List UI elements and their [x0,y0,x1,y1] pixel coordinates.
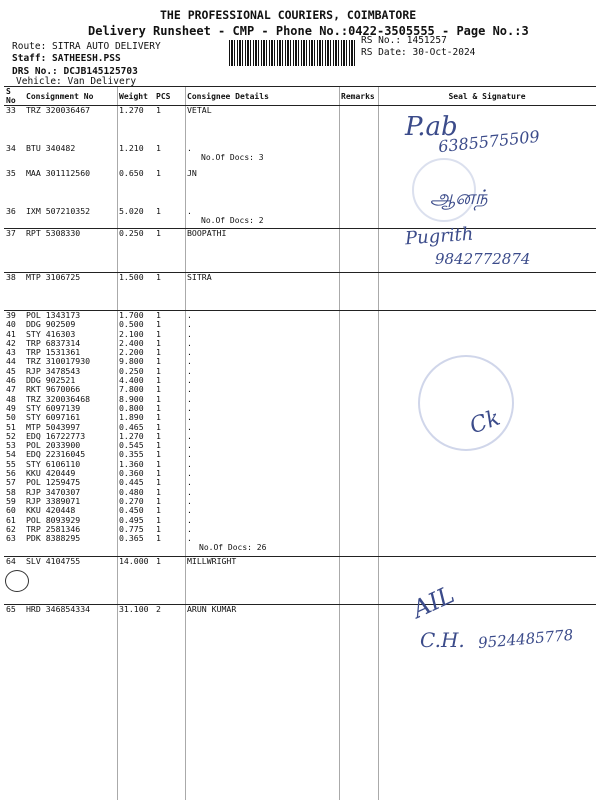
cell-consignment: SLV 4104755 [26,555,81,566]
cell-pcs: 1 [156,477,161,488]
cell-consignee: JN [187,167,197,178]
cell-weight: 0.480 [119,486,144,497]
cell-weight: 14.000 [119,555,149,566]
cell-sno: 46 [6,375,16,386]
cell-pcs: 1 [156,105,161,115]
cell-weight: 0.800 [119,402,144,413]
table-row [4,311,596,321]
hand-drawn-circle [5,570,29,592]
cell-pcs: 1 [156,375,161,386]
cell-consignment: TRZ 320036468 [26,393,91,404]
col-header-weight: Weight [117,87,154,106]
cell-sno: 43 [6,347,16,358]
cell-consignment: KKU 420448 [26,505,76,516]
cell-weight: 9.800 [119,356,144,367]
cell-consignment: STY 416303 [26,328,76,339]
cell-pcs: 1 [156,495,161,506]
cell-weight: 8.900 [119,393,144,404]
cell-consignment: BTU 340482 [26,142,76,153]
cell-sno: 47 [6,384,16,395]
handwritten-signature: Pugrith [404,223,475,250]
cell-consignee: . [187,347,192,358]
cell-pcs: 1 [156,514,161,525]
cell-consignee: . [187,310,192,320]
col-header-seal: Seal & Signature [378,87,596,106]
table-row [4,348,596,357]
cell-weight: 0.365 [119,533,144,544]
cell-sno: 52 [6,430,16,441]
cell-consignee: . [187,449,192,460]
table-row [4,169,596,207]
cell-pcs: 1 [156,356,161,367]
handwritten-signature: C.H. [420,628,465,652]
cell-sno: 39 [6,310,16,320]
cell-consignee: . [187,319,192,330]
cell-consignment: MAA 301112560 [26,167,91,178]
cell-consignment: STY 6097161 [26,412,81,423]
handwritten-signature: AIL [408,580,459,624]
cell-consignment: TRP 2581346 [26,523,81,534]
cell-sno: 58 [6,486,16,497]
cell-weight: 0.250 [119,228,144,238]
col-header-pcs: PCS [154,87,185,106]
cell-pcs: 1 [156,310,161,320]
cell-weight: 0.355 [119,449,144,460]
cell-pcs: 1 [156,228,161,238]
table-row [4,432,596,441]
cell-consignee: . [187,523,192,534]
cell-sno: 59 [6,495,16,506]
cell-consignee: . No.Of Docs: 2 [185,207,339,229]
cell-sno: 50 [6,412,16,423]
cell-consignee: . [187,514,192,525]
runsheet-subtitle: Delivery Runsheet - CMP - Phone No.:0422-3505555 - Page No.:3 [88,24,529,38]
cell-sno: 51 [6,421,16,432]
rs-number: RS No.: 1451257 [361,35,447,46]
cell-consignee: . [187,486,192,497]
cell-pcs: 1 [156,142,161,153]
route-label: Route: SITRA AUTO DELIVERY [12,41,161,52]
cell-consignee: . [187,477,192,488]
cell-consignee: . [187,440,192,451]
table-row [4,506,596,515]
cell-sno: 41 [6,328,16,339]
cell-consignment: POL 1343173 [26,310,81,320]
cell-weight: 1.700 [119,310,144,320]
cell-sno: 38 [6,272,16,282]
cell-consignment: RJP 3470307 [26,486,81,497]
handwritten-signature: ஆனந் [430,185,488,209]
cell-pcs: 1 [156,319,161,330]
cell-sno: 48 [6,393,16,404]
company-name: THE PROFESSIONAL COURIERS, COIMBATORE [160,8,417,22]
cell-consignment: EDQ 16722773 [26,430,86,441]
cell-sno: 60 [6,505,16,516]
cell-sno: 54 [6,449,16,460]
cell-consignment: MTP 5043997 [26,421,81,432]
cell-consignee: . [187,421,192,432]
table-row [4,497,596,506]
cell-consignee: . [187,412,192,423]
table-header-row [4,87,596,106]
cell-weight: 0.775 [119,523,144,534]
handwritten-phone: 9524485778 [477,625,575,653]
cell-pcs: 1 [156,402,161,413]
docs-count: No.Of Docs: 26 [199,543,267,553]
table-row [4,441,596,450]
cell-pcs: 1 [156,393,161,404]
cell-consignee: . [187,402,192,413]
table-row [4,367,596,376]
cell-consignment: PDK 8388295 [26,533,81,544]
cell-weight: 0.445 [119,477,144,488]
cell-sno: 37 [6,228,16,238]
vehicle-label: Vehicle: Van Delivery [16,76,137,87]
cell-consignee: . [187,430,192,441]
cell-pcs: 1 [156,523,161,534]
table-row [4,516,596,525]
handwritten-signature: Ck [466,405,504,440]
cell-weight: 0.650 [119,167,144,178]
docs-count: No.Of Docs: 3 [201,152,264,162]
table-row [4,460,596,469]
cell-consignee: VETAL [187,105,212,115]
cell-consignee: . No.Of Docs: 3 [185,144,339,169]
handwritten-signature: P.ab [405,112,458,142]
handwritten-phone: 6385575509 [437,126,541,157]
cell-consignment: POL 8093929 [26,514,81,525]
cell-consignment: DDG 902509 [26,319,76,330]
cell-consignee: . [187,393,192,404]
cell-consignee: . [187,337,192,348]
cell-sno: 62 [6,523,16,534]
cell-consignee: . [187,365,192,376]
cell-weight: 0.270 [119,495,144,506]
cell-pcs: 1 [156,555,161,566]
table-row [4,469,596,478]
cell-weight: 2.400 [119,337,144,348]
cell-pcs: 2 [156,603,161,614]
cell-sno: 44 [6,356,16,367]
table-row [4,320,596,329]
cell-pcs: 1 [156,272,161,282]
drs-number: DRS No.: DCJB145125703 [12,66,138,77]
cell-consignee: MILLWRIGHT [187,555,237,566]
cell-sno: 55 [6,458,16,469]
cell-weight: 2.100 [119,328,144,339]
cell-sno: 56 [6,468,16,479]
cell-weight: 0.495 [119,514,144,525]
docs-row [4,543,596,556]
post-office-stamp [418,355,514,451]
cell-consignment: RKT 9670066 [26,384,81,395]
cell-weight: 1.270 [119,105,144,115]
cell-weight: 0.360 [119,468,144,479]
cell-consignee: . [187,356,192,367]
cell-weight: 31.100 [119,603,149,614]
cell-consignment: TRP 6837314 [26,337,81,348]
cell-sno: 34 [6,142,16,153]
rs-date: RS Date: 30-Oct-2024 [361,47,476,58]
cell-consignee: . [187,505,192,516]
cell-consignee: BOOPATHI [187,228,227,238]
table-row [4,534,596,543]
cell-consignment: POL 1259475 [26,477,81,488]
cell-pcs: 1 [156,205,161,216]
cell-sno: 61 [6,514,16,525]
cell-sno: 42 [6,337,16,348]
table-row [4,556,596,604]
cell-pcs: 1 [156,328,161,339]
cell-consignee: . [187,495,192,506]
col-header-consignment: Consignment No [24,87,117,106]
cell-sno: 49 [6,402,16,413]
cell-weight: 7.800 [119,384,144,395]
cell-consignee: . [187,468,192,479]
cell-pcs: 1 [156,384,161,395]
cell-consignment: RJP 3478543 [26,365,81,376]
cell-pcs: 1 [156,347,161,358]
cell-weight: 0.500 [119,319,144,330]
cell-sno: 63 [6,533,16,544]
table-row [4,330,596,339]
cell-weight: 5.020 [119,205,144,216]
cell-consignment: HRD 346854334 [26,603,91,614]
table-row [4,478,596,487]
runsheet-table [4,86,596,654]
cell-sno: 57 [6,477,16,488]
cell-sno: 64 [6,555,16,566]
cell-pcs: 1 [156,505,161,516]
cell-consignment: EDQ 22316045 [26,449,86,460]
col-header-remarks: Remarks [339,87,378,106]
cell-consignment: STY 6106110 [26,458,81,469]
cell-consignment: MTP 3106725 [26,272,81,282]
cell-weight: 0.250 [119,365,144,376]
cell-pcs: 1 [156,458,161,469]
cell-weight: 0.545 [119,440,144,451]
staff-label: Staff: SATHEESH.PSS [12,53,121,64]
cell-sno: 40 [6,319,16,330]
cell-consignee: . [187,328,192,339]
table-row [4,488,596,497]
table-row [4,339,596,348]
docs-count: No.Of Docs: 2 [201,215,264,225]
cell-sno: 45 [6,365,16,376]
cell-sno: 53 [6,440,16,451]
handwritten-phone: 9842772874 [435,250,531,268]
table-row [4,525,596,534]
cell-pcs: 1 [156,365,161,376]
cell-pcs: 1 [156,167,161,178]
col-header-consignee: Consignee Details [185,87,339,106]
cell-consignee: . [187,375,192,386]
cell-pcs: 1 [156,533,161,544]
cell-weight: 0.450 [119,505,144,516]
cell-consignment: KKU 420449 [26,468,76,479]
cell-consignee: ARUN KUMAR [187,603,237,614]
cell-pcs: 1 [156,412,161,423]
cell-consignee: SITRA [187,272,212,282]
cell-consignment: RJP 3389071 [26,495,81,506]
cell-weight: 1.500 [119,272,144,282]
cell-sno: 36 [6,205,16,216]
barcode-image [229,40,357,66]
cell-consignee: . [187,533,192,544]
cell-sno: 35 [6,167,16,178]
cell-weight: 1.360 [119,458,144,469]
cell-sno: 33 [6,105,16,115]
cell-consignment: DDG 902521 [26,375,76,386]
col-header-sno: S No [4,87,24,106]
cell-consignment: IXM 507210352 [26,205,91,216]
table-row [4,273,596,311]
cell-pcs: 1 [156,449,161,460]
cell-consignment: RPT 5308330 [26,228,81,238]
cell-pcs: 1 [156,337,161,348]
table-row [4,450,596,459]
cell-pcs: 1 [156,430,161,441]
table-row [4,207,596,229]
cell-weight: 1.890 [119,412,144,423]
cell-pcs: 1 [156,440,161,451]
cell-consignment: STY 6097139 [26,402,81,413]
cell-consignee: . [187,384,192,395]
cell-sno: 65 [6,603,16,614]
cell-consignment: TRP 1531361 [26,347,81,358]
cell-weight: 0.465 [119,421,144,432]
cell-weight: 1.210 [119,142,144,153]
cell-pcs: 1 [156,486,161,497]
cell-weight: 2.200 [119,347,144,358]
cell-pcs: 1 [156,421,161,432]
cell-weight: 4.400 [119,375,144,386]
cell-weight: 1.270 [119,430,144,441]
cell-consignee: . [187,458,192,469]
table-row [4,357,596,366]
cell-consignment: POL 2033900 [26,440,81,451]
cell-consignment: TRZ 320036467 [26,105,91,115]
cell-consignment: TRZ 310017930 [26,356,91,367]
cell-pcs: 1 [156,468,161,479]
